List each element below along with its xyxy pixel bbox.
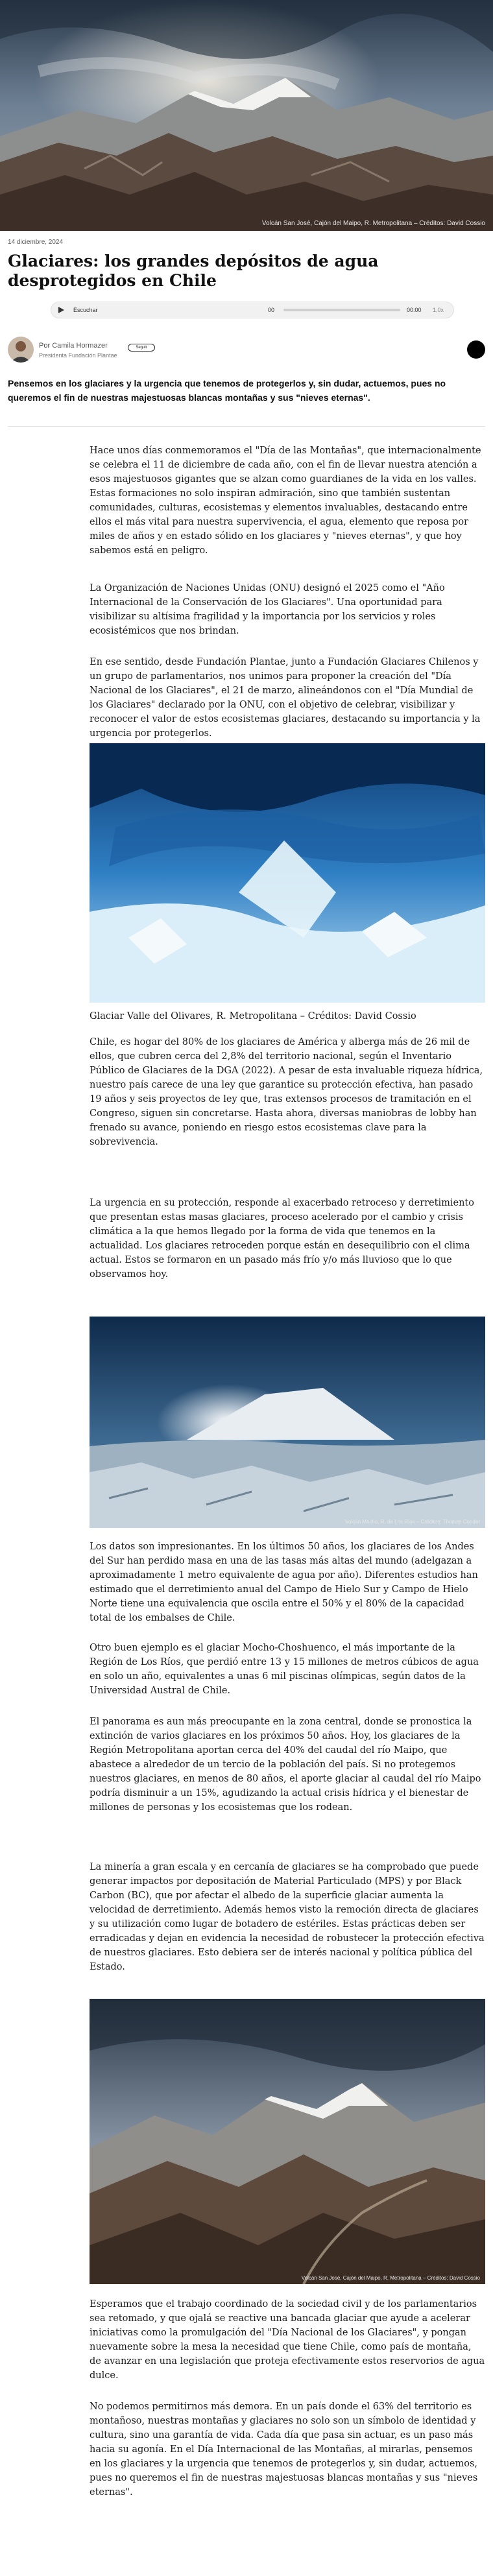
article-image-caption: Glaciar Valle del Olivares, R. Metropolitana – Créditos: David Cossio xyxy=(90,1011,416,1021)
body-paragraph: No podemos permitirnos más demora. En un país donde el 63% del territorio es montañoso, nuestras montañas y glaciares no solo son un símbolo de identidad y cultura, sino una garantía de vida. Cada día que pasa sin actuar, es un paso más hacia su agonía. En el Día Internacional de las Montañas, al mirarlas, pensemos en los glaciares y la urgencia que tenemos de protegerlos y, sin dudar, actuemos, pues no queremos el fin de nuestras majestuosas blancas montañas y sus "nieves eternas". xyxy=(90,2402,478,2498)
mountain-landscape-illustration xyxy=(0,0,493,231)
audio-speed-button[interactable]: 1,0x xyxy=(433,307,444,313)
author-bar xyxy=(8,337,485,363)
author-name[interactable]: Camila Hormazer xyxy=(52,342,108,350)
article-image-glacier-cave xyxy=(90,743,485,1003)
article-image-credit: Volcán Mocho, R. de Los Ríos – Créditos: Thomas Conder xyxy=(345,1519,480,1525)
play-button[interactable] xyxy=(55,304,67,316)
hero-image xyxy=(0,0,493,231)
audio-duration: 00:00 xyxy=(407,307,422,313)
body-paragraph: Otro buen ejemplo es el glaciar Mocho-Choshuenco, el más importante de la Región de Los Ríos, que perdió entre 13 y 15 millones de metros cúbicos de agua en solo un año, equivalentes a unas 6 mil piscinas olímpicas, según datos de la Universidad Austral de Chile. xyxy=(90,1643,479,1696)
audio-progress-track[interactable] xyxy=(283,309,400,311)
body-paragraph: Los datos son impresionantes. En los últimos 50 años, los glaciares de los Andes del Sur han perdido masa en una de las tasas más altas del mundo (adelgazan a aproximadamente 1 metro equivalente de agua por año). Diferentes estudios han estimado que el derretimiento anual del Campo de Hielo Sur y Campo de Hielo Norte tiene una equivalencia que oscila entre el 50% y el 80% de la capacidad total de los embalses de Chile. xyxy=(90,1542,478,1623)
volcano-glacier-illustration xyxy=(90,1317,485,1528)
author-byline xyxy=(39,342,108,350)
glacier-cave-illustration xyxy=(90,743,485,1003)
hero-image-credit: Volcán San José, Cajón del Maipo, R. Metropolitana – Créditos: David Cossio xyxy=(261,220,485,227)
article-lead: Pensemos en los glaciares y la urgencia que tenemos de protegerlos y, sin dudar, actuemos, pues no queremos el fin de nuestras majestuosas blancas montañas y sus "nieves eternas". xyxy=(8,378,446,403)
follow-button[interactable]: Seguir xyxy=(128,344,155,352)
body-paragraph: La Organización de Naciones Unidas (ONU) designó el 2025 como el "Año Internacional de la Conservación de los Glaciares". Una oportunidad para visibilizar su altísima fragilidad y la importancia por los servicios y roles ecosistémicos que nos brindan. xyxy=(90,583,445,636)
avatar[interactable] xyxy=(8,337,34,363)
article-image-volcano-san-jose xyxy=(90,1999,485,2284)
audio-player xyxy=(51,302,454,318)
body-paragraph: Hace unos días conmemoramos el "Día de las Montañas", que internacionalmente se celebra el 11 de diciembre de cada año, con el fin de llevar nuestra atención a esos majestuosos gigantes que se alzan como guardianes de la vida en los valles. Estas formaciones no solo inspiran admiración, sino que también sustentan comunidades, culturas, ecosistemas y elementos invaluables, destacando entre ellos el más vital para nuestra supervivencia, el agua, elemento que reposa por miles de años y en estado sólido en los glaciares y "nieves eternas", y que hoy sabemos está en peligro. xyxy=(90,446,481,556)
play-icon xyxy=(57,306,65,314)
author-portrait xyxy=(8,337,34,363)
article-image-credit: Volcán San José, Cajón del Maipo, R. Metropolitana – Créditos: David Cossio xyxy=(301,2275,480,2281)
article-image-volcano-mocho xyxy=(90,1317,485,1528)
body-paragraph: La minería a gran escala y en cercanía de glaciares se ha comprobado que puede generar impactos por depositación de Material Particulado (MPS) y por Black Carbon (BC), que por afectar el albedo de la superficie glaciar aumenta la velocidad de derretimiento. Además hemos visto la remoción directa de glaciares y su utilización como lugar de botadero de estériles. Estas prácticas deben ser erradicadas y dejan en evidencia la necesidad de robustecer la protección efectiva de nuestros glaciares. Esto debiera ser de interés nacional y política pública del Estado. xyxy=(90,1862,485,1972)
page-title: Glaciares: los grandes depósitos de agua desprotegidos en Chile xyxy=(8,252,379,290)
by-label: Por xyxy=(39,342,51,350)
audio-label: Escuchar xyxy=(73,307,98,313)
body-paragraph: En ese sentido, desde Fundación Plantae, junto a Fundación Glaciares Chilenos y un grupo de parlamentarios, nos unimos para proponer la creación del "Día Nacional de los Glaciares", el 21 de marzo, alineándonos con el "Día Mundial de los Glaciares" declarado por la ONU, con el objetivo de celebrar, visibilizar y reconocer el valor de estos ecosistemas glaciares, destacando su importancia y la urgencia por protegerlos. xyxy=(90,657,481,739)
body-paragraph: Esperamos que el trabajo coordinado de la sociedad civil y de los parlamentarios sea retomado, y que ojalá se reactive una bancada glaciar que ayude a acelerar iniciativas como la promulgación del "Día Nacional de los Glaciares", y pongan nuevamente sobre la mesa la necesidad que tiene Chile, como país de montaña, de avanzar en una legislación que proteja efectivamente estos reservorios de agua dulce. xyxy=(90,2299,485,2381)
body-paragraph: El panorama es aun más preocupante en la zona central, donde se pronostica la extinción de varios glaciares en los próximos 50 años. Hoy, los glaciares de la Región Metropolitana aportan cerca del 40% del caudal del río Maipo, que abastece a alrededor de un tercio de la población del país. Si no protegemos nuestros glaciares, en menos de 80 años, el aporte glaciar al caudal del río Maipo podría disminuir a un 15%, agudizando la actual crisis hídrica y el bienestar de millones de personas y los ecosistemas que los rodean. xyxy=(90,1717,481,1813)
menu-dot-button[interactable] xyxy=(467,340,485,359)
author-role: Presidenta Fundación Plantae xyxy=(39,352,117,359)
mountain-valley-illustration xyxy=(90,1999,485,2284)
divider xyxy=(8,426,485,427)
audio-current-time: 00 xyxy=(268,307,275,313)
publish-date: 14 diciembre, 2024 xyxy=(8,239,64,246)
body-paragraph: La urgencia en su protección, responde al exacerbado retroceso y derretimiento que presentan estas masas glaciares, proceso acelerado por el cambio y crisis climática a la que hemos llegado por la forma de vida que tenemos en la actualidad. Los glaciares retroceden porque están en desequilibrio con el clima actual. Estos se formaron en un pasado más frío y/o más lluvioso que lo que observamos hoy. xyxy=(90,1198,474,1280)
body-paragraph: Chile, es hogar del 80% de los glaciares de América y alberga más de 26 mil de ellos, que cubren cerca del 2,8% del territorio nacional, según el Inventario Público de Glaciares de la DGA (2022). A pesar de esta invaluable riqueza hídrica, nuestro país carece de una ley que garantice su protección efectiva, han pasado 19 años y seis proyectos de ley que, tras extensos procesos de tramitación en el Congreso, siguen sin concretarse. Hasta ahora, diversas maniobras de lobby han frenado su avance, poniendo en riesgo estos ecosistemas clave para la sobrevivencia. xyxy=(90,1037,483,1147)
